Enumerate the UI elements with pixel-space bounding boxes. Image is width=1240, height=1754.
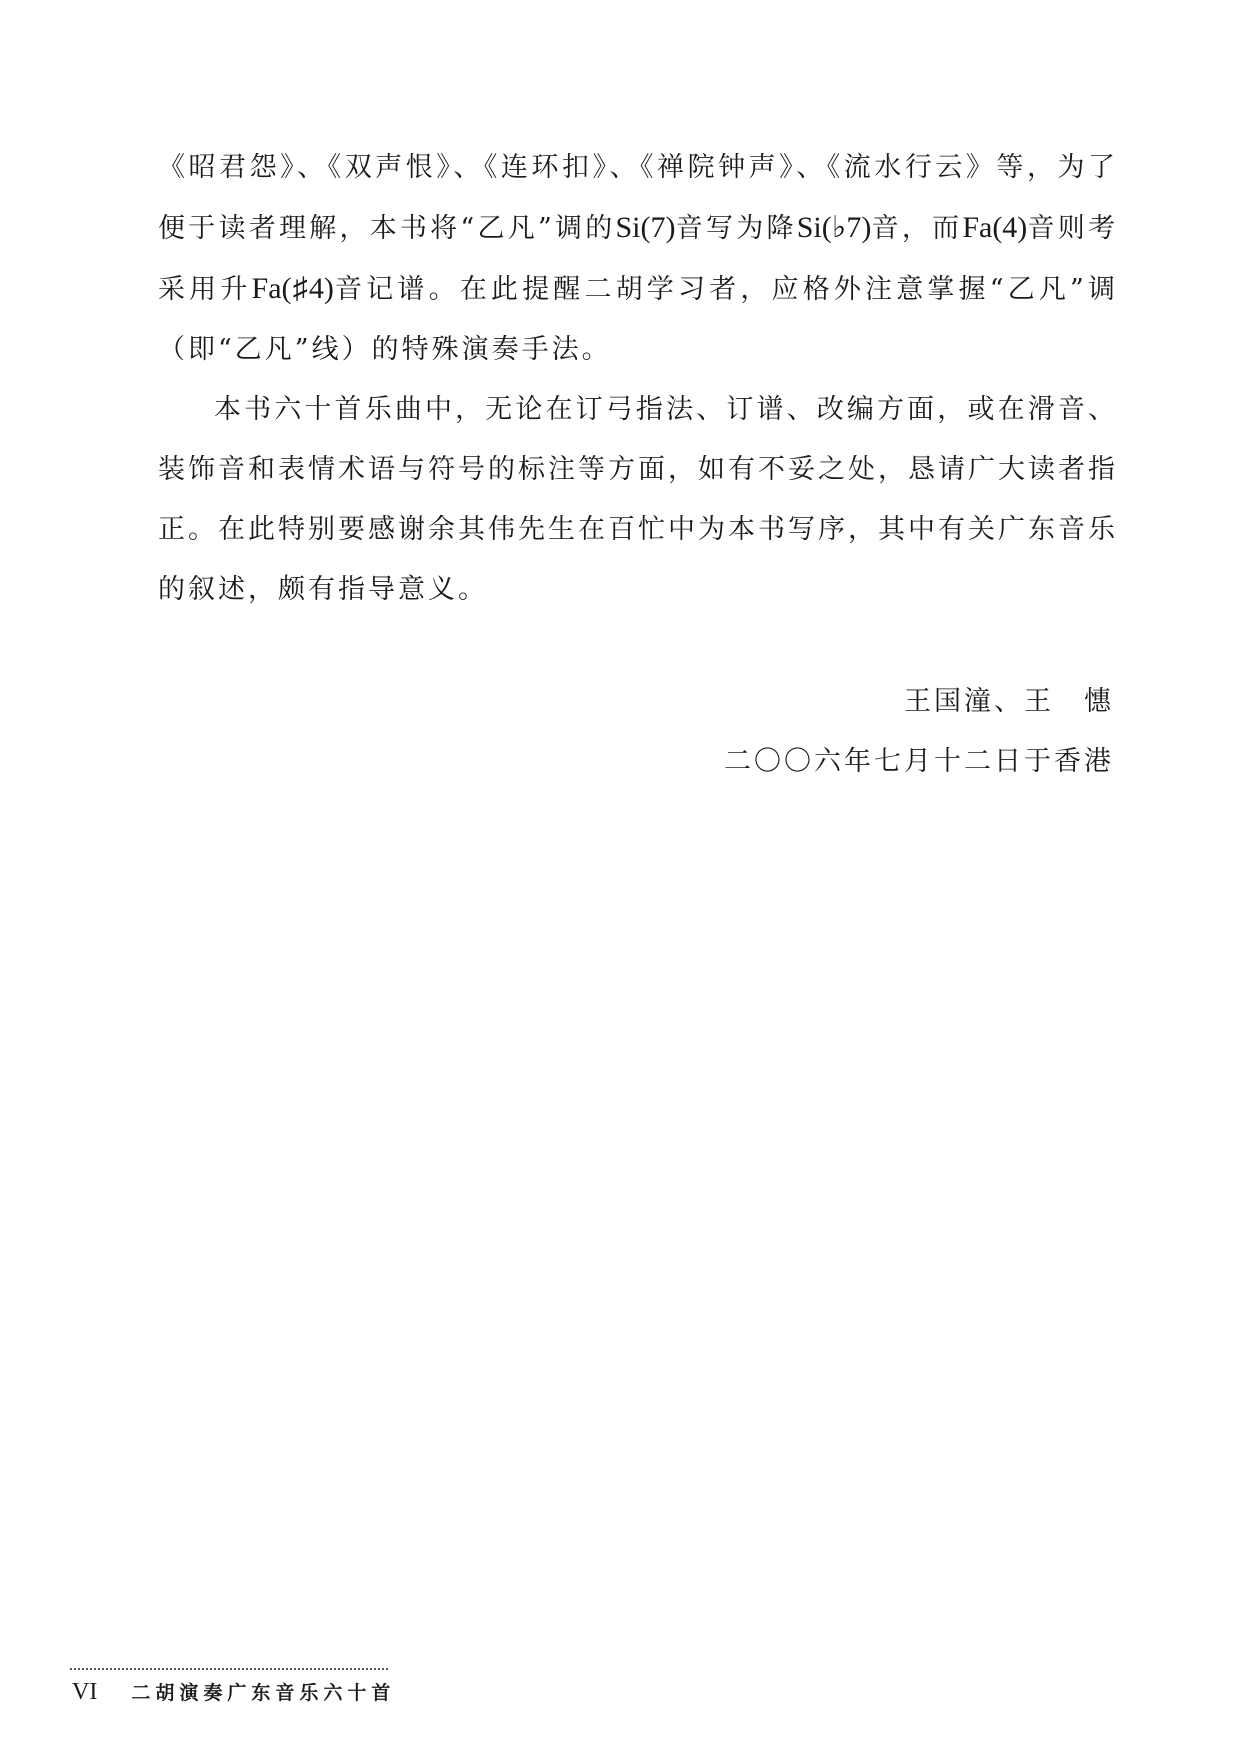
- paragraph-1-part-2: 音写为降: [675, 213, 797, 244]
- page-number: VI: [72, 1679, 98, 1705]
- paragraph-1: [158, 138, 1118, 380]
- paragraph-2: 本书六十首乐曲中，无论在订弓指法、订谱、改编方面，或在滑音、装饰音和表情术语与符号的标注等方面，如有不妥之处，恳请广大读者指正。在此特别要感谢余其伟先生在百忙中为本书写序，其中有关广东音乐的叙述，颇有指导意义。: [158, 394, 1118, 605]
- paragraph-1-part-1: 《昭君怨》、《双声恨》、《连环扣》、《禅院钟声》、《流水行云》等，为了便于读者理解，本书将“乙凡”调的: [158, 152, 1118, 244]
- paragraph-1-part-5: 音记谱。在此提醒二胡学习者，应格外注意掌握“乙凡”调（即“乙凡”线）的特殊演奏手法。: [158, 274, 1119, 365]
- signature-block: [514, 672, 1114, 792]
- footer-divider: [70, 1668, 388, 1670]
- signature-date-place: 二〇〇六年七月十二日于香港: [724, 746, 1114, 777]
- signature-authors: 王国潼、王 憓: [904, 686, 1114, 717]
- footer-book-title: 二胡演奏广东音乐六十首: [131, 1682, 396, 1704]
- page-footer: [72, 1676, 395, 1709]
- paragraph-1-part-3: 音，而: [871, 213, 963, 244]
- note-si: Si(7): [615, 211, 676, 244]
- note-si-flat: Si(♭7): [796, 211, 872, 244]
- note-fa-sharp: Fa(♯4): [251, 272, 334, 305]
- body-text: [158, 138, 1118, 620]
- paragraph-1-part-4: 音则考采用升: [158, 213, 1119, 305]
- note-fa: Fa(4): [962, 211, 1028, 244]
